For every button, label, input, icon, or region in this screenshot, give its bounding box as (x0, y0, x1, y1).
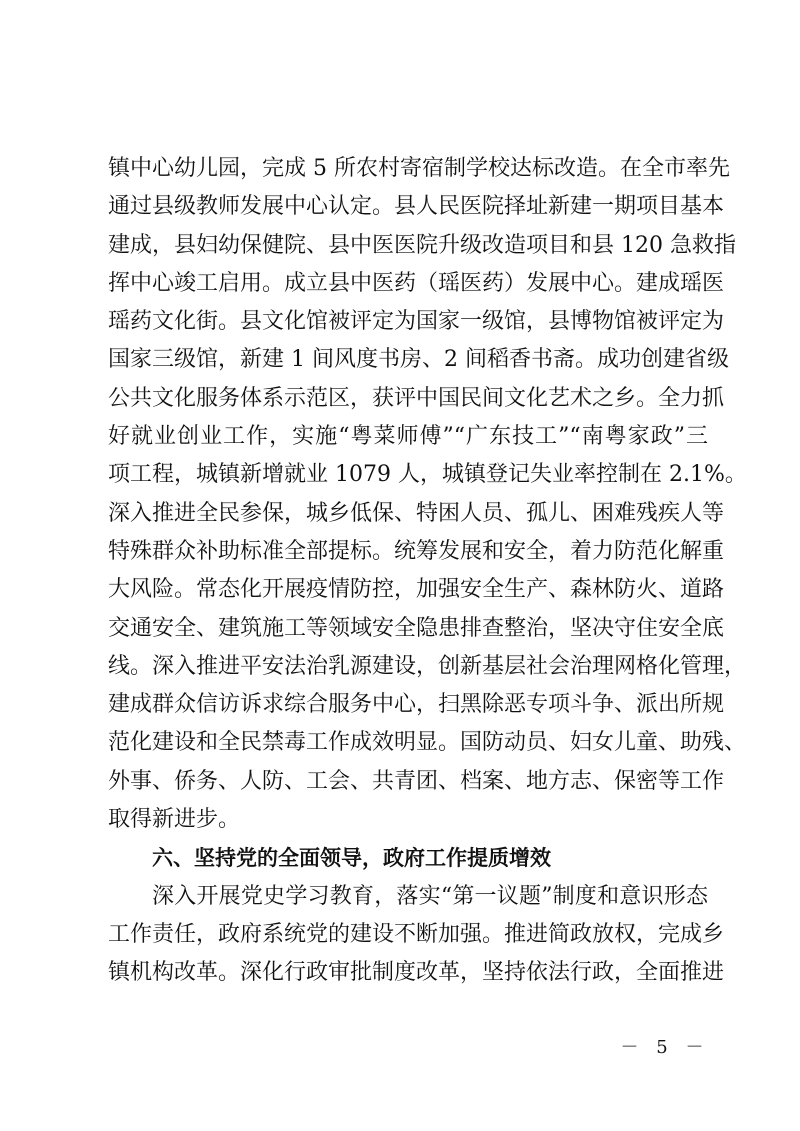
paragraph-line: 项工程，城镇新增就业 1079 人，城镇登记失业率控制在 2.1%。 (108, 462, 747, 488)
paragraph-line: 镇中心幼儿园，完成 5 所农村寄宿制学校达标改造。在全市率先 (108, 156, 730, 181)
paragraph-line: 瑶药文化街。县文化馆被评定为国家一级馆，县博物馆被评定为 (108, 309, 725, 335)
page-number: － 5 － (620, 1037, 710, 1058)
paragraph-line: 大风险。常态化开展疫情防控，加强安全生产、森林防火、道路 (108, 577, 725, 603)
paragraph-line: 外事、侨务、人防、工会、共青团、档案、地方志、保密等工作 (108, 768, 725, 794)
paragraph-line: 国家三级馆，新建 1 间风度书房、2 间稻香书斋。成功创建省级 (108, 347, 729, 373)
paragraph-line: 公共文化服务体系示范区，获评中国民间文化艺术之乡。全力抓 (108, 385, 725, 411)
paragraph-line: 线。深入推进平安法治乳源建设，创新基层社会治理网格化管理， (108, 653, 747, 679)
document-body (108, 150, 747, 993)
paragraph-line: 建成，县妇幼保健院、县中医医院升级改造项目和县 120 急救指 (108, 232, 736, 258)
paragraph-line: 好就业创业工作，实施“粤菜师傅”“广东技工”“南粤家政”三 (108, 424, 708, 450)
section-paragraph-line: 工作责任，政府系统党的建设不断加强。推进简政放权，完成乡 (108, 921, 725, 947)
section-paragraph-line: 深入开展党史学习教育，落实“第一议题”制度和意识形态 (152, 883, 708, 909)
paragraph-line: 特殊群众补助标准全部提标。统筹发展和安全，着力防范化解重 (108, 538, 725, 564)
paragraph-line: 深入推进全民参保，城乡低保、特困人员、孤儿、困难残疾人等 (108, 500, 725, 526)
section-paragraph-line: 镇机构改革。深化行政审批制度改革，坚持依法行政，全面推进 (108, 960, 725, 986)
paragraph-line: 取得新进步。 (108, 807, 241, 833)
paragraph-line: 范化建设和全民禁毒工作成效明显。国防动员、妇女儿童、助残、 (108, 730, 747, 756)
paragraph-line: 建成群众信访诉求综合服务中心，扫黑除恶专项斗争、派出所规 (108, 692, 725, 718)
section-heading: 六、坚持党的全面领导，政府工作提质增效 (152, 846, 551, 871)
paragraph-line: 通过县级教师发展中心认定。县人民医院择址新建一期项目基本 (108, 194, 725, 220)
paragraph-line: 挥中心竣工启用。成立县中医药（瑶医药）发展中心。建成瑶医 (108, 270, 725, 296)
paragraph-line: 交通安全、建筑施工等领域安全隐患排查整治，坚决守住安全底 (108, 615, 725, 641)
